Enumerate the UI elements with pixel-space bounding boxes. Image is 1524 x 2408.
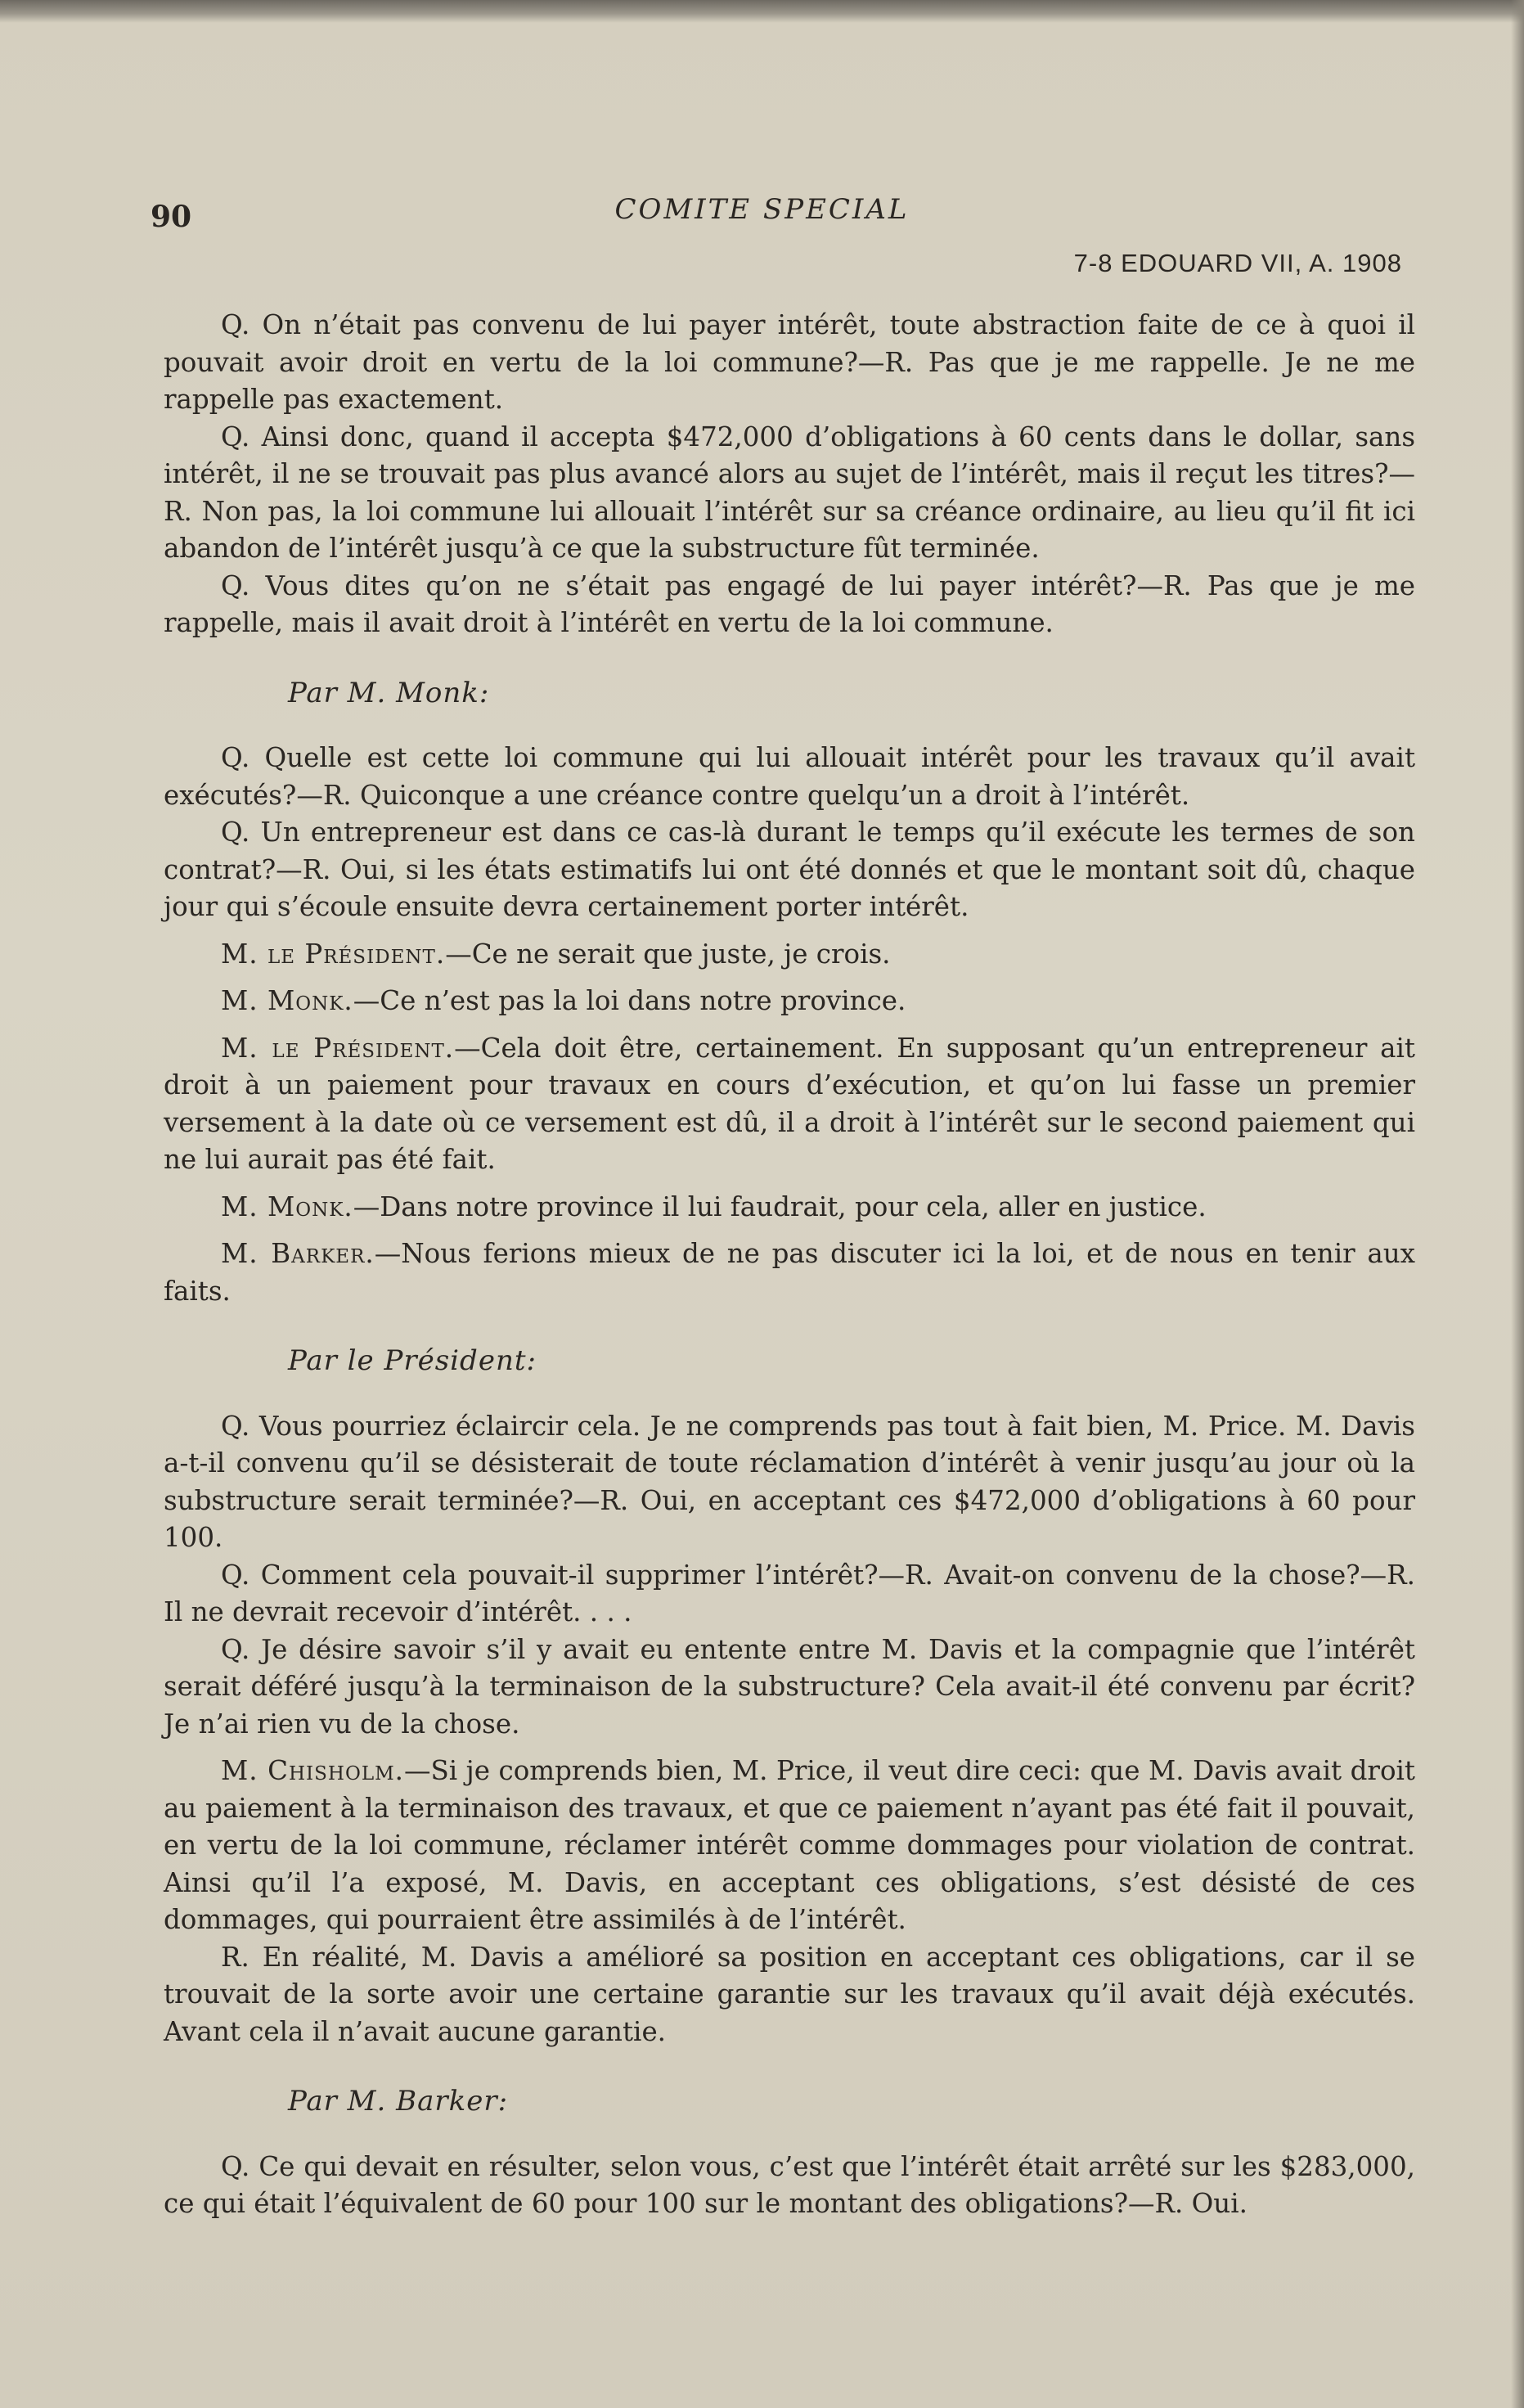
speaker-name: M. le Président. xyxy=(221,1032,455,1064)
speaker-name: M. le Président. xyxy=(221,938,446,970)
speaker-paragraph xyxy=(164,936,1415,974)
paragraph: R. En réalité, M. Davis a amélioré sa position en acceptant ces obligations, car il se trouvait de la sorte avoir une certaine garantie sur les travaux qu’il avait déjà exécutés. Avant cela il n’avait aucune garantie. xyxy=(164,1941,1415,2047)
paragraph: Q. Je désire savoir s’il y avait eu entente entre M. Davis et la compagnie que l’intérêt serait déféré jusqu’à la terminaison de la substructure? Cela avait-il été convenu par écrit? Je n’ai rien vu de la chose. xyxy=(164,1633,1415,1740)
running-title: COMITE SPECIAL xyxy=(614,193,910,226)
page-number: 90 xyxy=(151,200,192,234)
speech-text: —Dans notre province il lui faudrait, pour cela, aller en justice. xyxy=(353,1190,1207,1222)
speaker-name: M. Monk. xyxy=(221,1190,353,1222)
speech-text: —Ce n’est pas la loi dans notre province. xyxy=(353,985,906,1016)
section-heading: Par le Président: xyxy=(288,1344,537,1377)
paragraph: Q. Vous dites qu’on ne s’était pas engagé de lui payer intérêt?—R. Pas que je me rappelle, mais il avait droit à l’intérêt en vertu de la loi commune. xyxy=(164,569,1415,638)
section-heading: Par M. Monk: xyxy=(288,676,490,709)
page-right-edge xyxy=(1511,0,1524,2408)
speaker-name: M. Monk. xyxy=(221,985,353,1016)
paragraph: Q. Vous pourriez éclaircir cela. Je ne comprends pas tout à fait bien, M. Price. M. Davis a-t-il convenu qu’il se désisterait de toute réclamation d’intérêt à venir jusqu’au jour où la substructure serait terminée?—R. Oui, en acceptant ces $472,000 d’obligations à 60 pour 100. xyxy=(164,1410,1415,1553)
body-text xyxy=(164,307,1415,2223)
speech-text: —Cela doit être, certainement. En supposant qu’un entrepreneur ait droit à un paiement pour travaux en cours d’exécution, et qu’on lui fasse un premier versement à la date où ce versement est dû, il a droit à l’intérêt sur le second paiement qui ne lui aurait pas été fait. xyxy=(164,1032,1415,1175)
speaker-paragraph xyxy=(164,1753,1415,1939)
speaker-paragraph xyxy=(164,1236,1415,1310)
paragraph: Q. On n’était pas convenu de lui payer intérêt, toute abstraction faite de ce à quoi il pouvait avoir droit en vertu de la loi commune?—R. Pas que je me rappelle. Je ne me rappelle pas exactement. xyxy=(164,309,1415,415)
session-header: 7-8 EDOUARD VII, A. 1908 xyxy=(1073,249,1402,277)
paragraph: Q. Quelle est cette loi commune qui lui allouait intérêt pour les travaux qu’il avait exécutés?—R. Quiconque a une créance contre quelqu’un a droit à l’intérêt. xyxy=(164,742,1415,811)
paragraph: Q. Comment cela pouvait-il supprimer l’intérêt?—R. Avait-on convenu de la chose?—R. Il ne devrait recevoir d’intérêt. . . . xyxy=(164,1559,1415,1627)
speaker-paragraph xyxy=(164,1189,1415,1227)
speaker-paragraph xyxy=(164,983,1415,1020)
page-top-edge xyxy=(0,0,1524,23)
section-heading: Par M. Barker: xyxy=(288,2085,509,2118)
speaker-name: M. Barker. xyxy=(221,1238,375,1269)
speaker-name: M. Chisholm. xyxy=(221,1755,404,1786)
speech-text: —Ce ne serait que juste, je crois. xyxy=(445,938,891,970)
speech-text: —Si je comprends bien, M. Price, il veut dire ceci: que M. Davis avait droit au paiement à la terminaison des travaux, et que ce paiement n’ayant pas été fait il pouvait, en vertu de la loi commune, réclamer intérêt comme dommages pour violation de contrat. Ainsi qu’il l’a exposé, M. Davis, en acceptant ces obligations, s’est désisté de ces dommages, qui pourraient être assimilés à de l’intérêt. xyxy=(164,1755,1415,1935)
speaker-paragraph xyxy=(164,1030,1415,1179)
paragraph: Q. Ce qui devait en résulter, selon vous, c’est que l’intérêt était arrêté sur les $283,000, ce qui était l’équivalent de 60 pour 100 sur le montant des obligations?—R. Oui. xyxy=(164,2150,1415,2219)
paragraph: Q. Un entrepreneur est dans ce cas-là durant le temps qu’il exécute les termes de son contrat?—R. Oui, si les états estimatifs lui ont été donnés et que le montant soit dû, chaque jour qui s’écoule ensuite devra certainement porter intérêt. xyxy=(164,817,1415,922)
speech-text: —Nous ferions mieux de ne pas discuter ici la loi, et de nous en tenir aux faits. xyxy=(164,1238,1415,1307)
paragraph: Q. Ainsi donc, quand il accepta $472,000 d’obligations à 60 cents dans le dollar, sans intérêt, il ne se trouvait pas plus avancé alors au sujet de l’intérêt, mais il reçut les titres?—R. Non pas, la loi commune lui allouait l’intérêt sur sa créance ordinaire, au lieu qu’il fit ici abandon de l’intérêt jusqu’à ce que la substructure fût terminée. xyxy=(164,421,1415,564)
